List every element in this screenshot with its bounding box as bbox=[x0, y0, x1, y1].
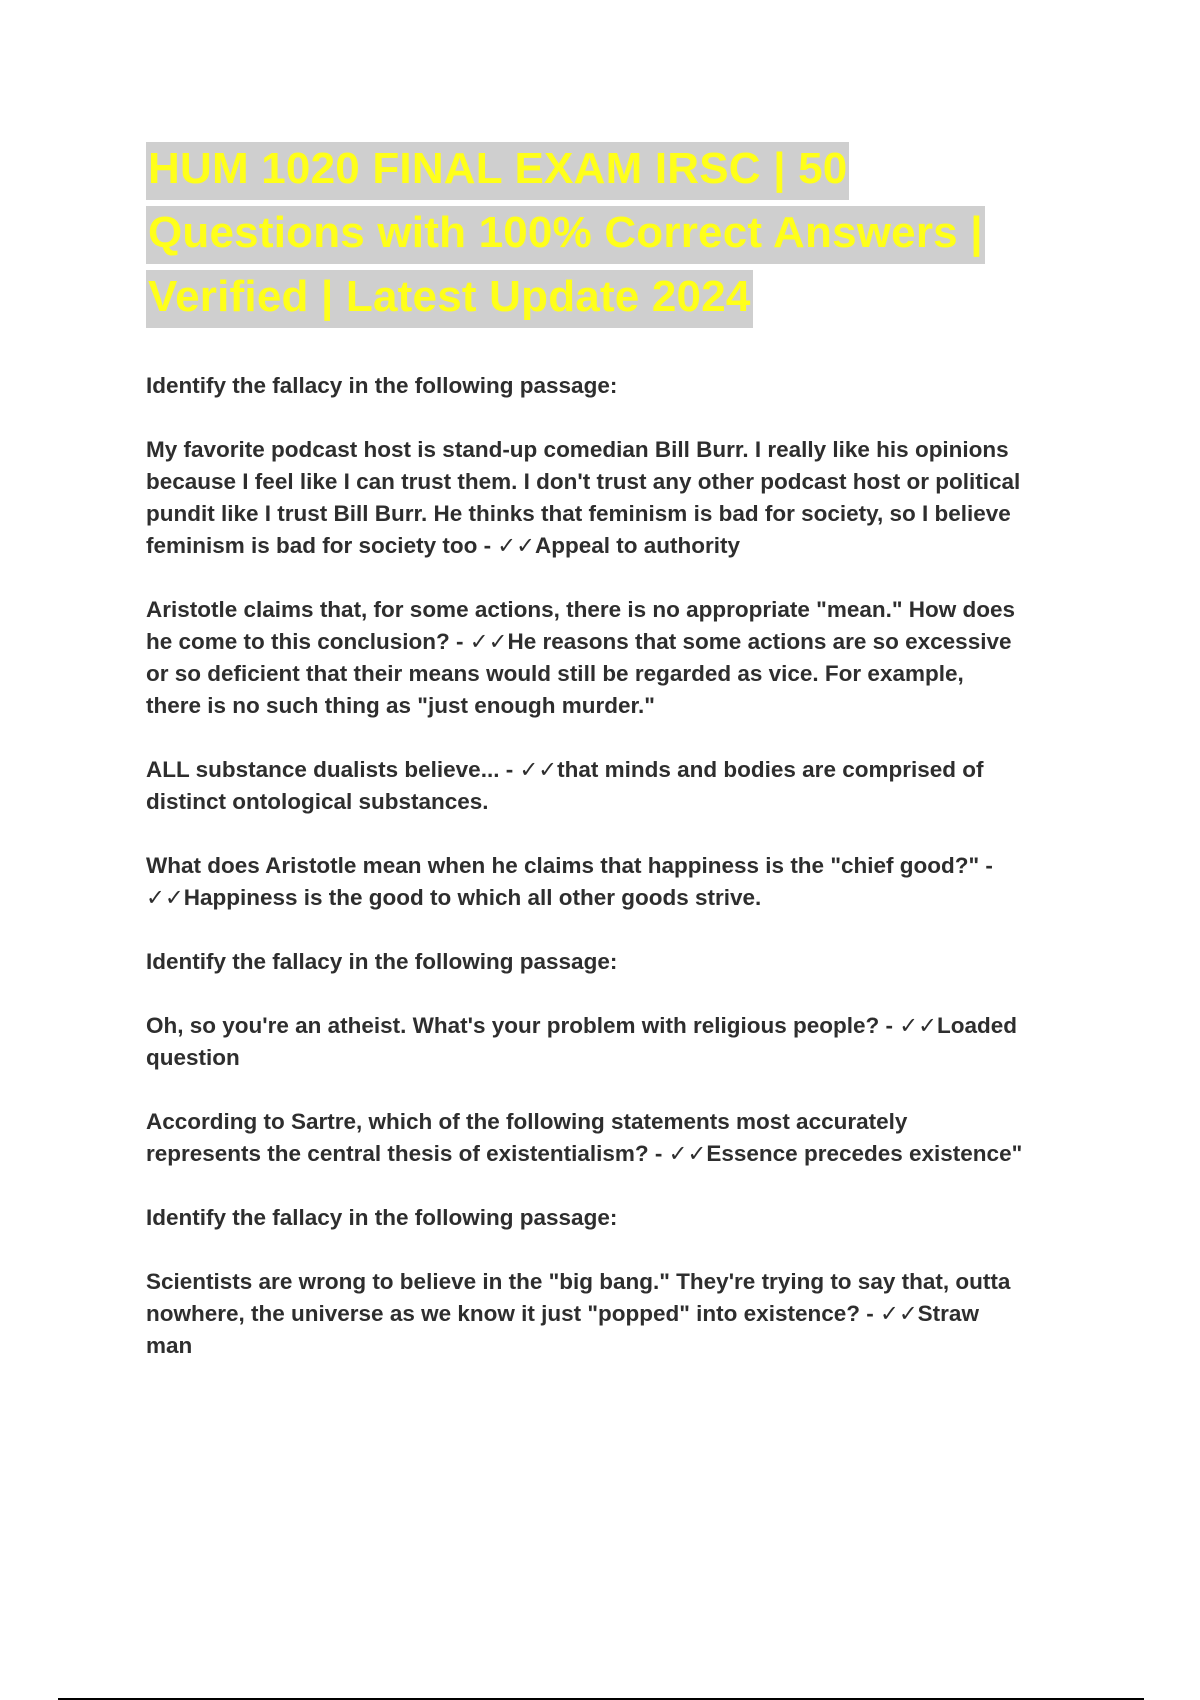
title-line-2: Questions with 100% Correct Answers | bbox=[146, 206, 985, 264]
qa-paragraph-3 bbox=[146, 594, 1096, 722]
text-line: feminism is bad for society too - ✓✓Appeal to authority bbox=[146, 533, 741, 558]
text-line: Identify the fallacy in the following passage: bbox=[146, 373, 618, 398]
qa-paragraph-6 bbox=[146, 946, 1096, 978]
text-line: What does Aristotle mean when he claims that happiness is the "chief good?" - bbox=[146, 853, 993, 878]
text-line: or so deficient that their means would still be regarded as vice. For example, bbox=[146, 661, 964, 686]
text-line: ✓✓Happiness is the good to which all other goods strive. bbox=[146, 885, 762, 910]
text-line: According to Sartre, which of the following statements most accurately bbox=[146, 1109, 908, 1134]
text-line: nowhere, the universe as we know it just "popped" into existence? - ✓✓Straw bbox=[146, 1301, 979, 1326]
text-line: he come to this conclusion? - ✓✓He reasons that some actions are so excessive bbox=[146, 629, 1012, 654]
text-line: question bbox=[146, 1045, 240, 1070]
text-line: represents the central thesis of existentialism? - ✓✓Essence precedes existence" bbox=[146, 1141, 1023, 1166]
text-line: man bbox=[146, 1333, 193, 1358]
document-title bbox=[146, 142, 1086, 334]
text-line: Identify the fallacy in the following passage: bbox=[146, 949, 618, 974]
text-line: Scientists are wrong to believe in the "big bang." They're trying to say that, outta bbox=[146, 1269, 1011, 1294]
text-line: Oh, so you're an atheist. What's your problem with religious people? - ✓✓Loaded bbox=[146, 1013, 1017, 1038]
qa-paragraph-8 bbox=[146, 1106, 1096, 1170]
qa-paragraph-5 bbox=[146, 850, 1096, 914]
text-line: My favorite podcast host is stand-up comedian Bill Burr. I really like his opinions bbox=[146, 437, 1009, 462]
qa-paragraph-9 bbox=[146, 1202, 1096, 1234]
qa-paragraph-7 bbox=[146, 1010, 1096, 1074]
qa-paragraph-1 bbox=[146, 370, 1096, 402]
text-line: Identify the fallacy in the following passage: bbox=[146, 1205, 618, 1230]
qa-paragraph-2 bbox=[146, 434, 1096, 562]
text-line: because I feel like I can trust them. I don't trust any other podcast host or political bbox=[146, 469, 1021, 494]
text-line: distinct ontological substances. bbox=[146, 789, 489, 814]
text-line: Aristotle claims that, for some actions, there is no appropriate "mean." How does bbox=[146, 597, 1016, 622]
qa-paragraph-4 bbox=[146, 754, 1096, 818]
title-line-1: HUM 1020 FINAL EXAM IRSC | 50 bbox=[146, 142, 849, 200]
text-line: there is no such thing as "just enough murder." bbox=[146, 693, 655, 718]
text-line: ALL substance dualists believe... - ✓✓that minds and bodies are comprised of bbox=[146, 757, 984, 782]
title-line-3: Verified | Latest Update 2024 bbox=[146, 270, 753, 328]
text-line: pundit like I trust Bill Burr. He thinks that feminism is bad for society, so I believe bbox=[146, 501, 1011, 526]
qa-content bbox=[146, 370, 1096, 1394]
qa-paragraph-10 bbox=[146, 1266, 1096, 1362]
